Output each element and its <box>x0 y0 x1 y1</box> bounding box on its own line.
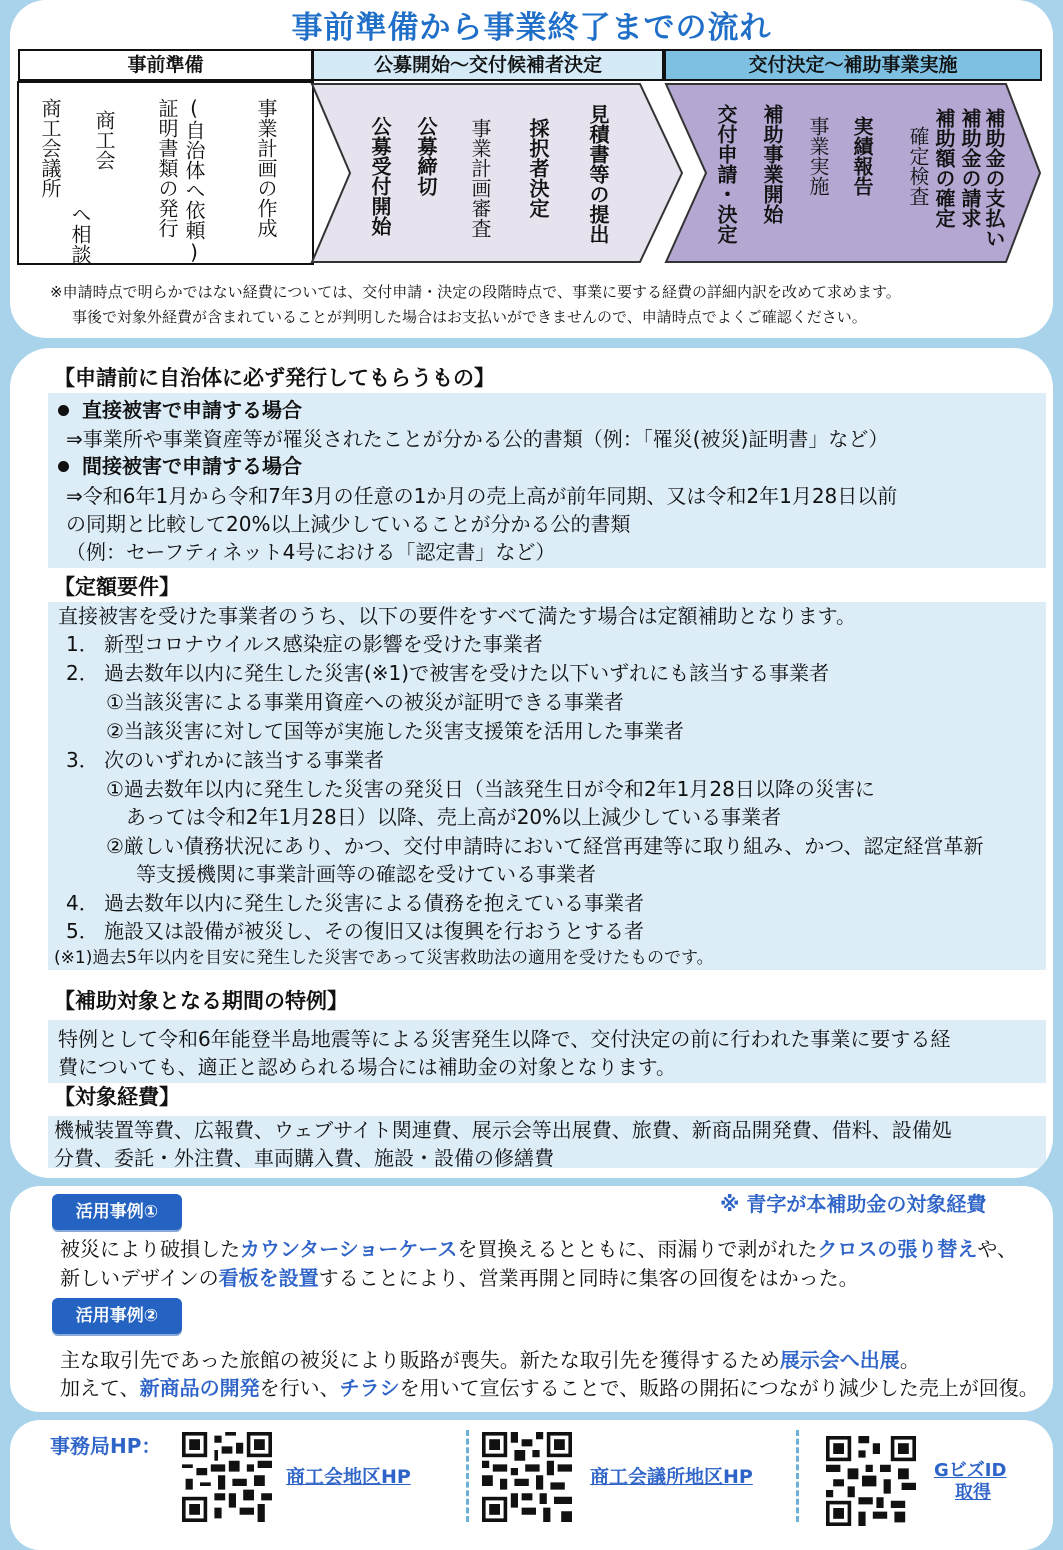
case-2-line-1 <box>60 1346 920 1374</box>
prep-col-plan: 事業計画の作成 <box>254 98 278 238</box>
public-col-1: 公募受付開始 <box>368 116 392 236</box>
fixed-num-3: 3． <box>66 748 99 772</box>
phase-header-prep: 事前準備 <box>18 49 313 81</box>
footer-divider-1 <box>466 1430 469 1522</box>
direct-title: 直接被害で申請する場合 <box>82 398 302 422</box>
costs-line-1: 機械装置等費、広報費、ウェブサイト関連費、展示会等出展費、旅費、新商品開発費、借料、設備処 <box>54 1118 952 1142</box>
link-chamber-hp[interactable]: 商工会議所地区HP <box>590 1466 753 1488</box>
exec-col-6: 補助額の確定 <box>932 108 956 228</box>
bullet-direct <box>58 405 69 416</box>
fixed-item-3b-2: 等支援機関に事業計画等の確認を受けている事業者 <box>136 862 596 886</box>
case-1-text-f: 新しいデザインの <box>60 1266 219 1290</box>
fixed-item-2b: ②当該災害に対して国等が実施した災害支援策を活用した事業者 <box>106 719 684 743</box>
public-col-4: 採択者決定 <box>526 118 550 218</box>
fixed-footnote: (※1)過去5年以内を目安に発生した災害であって災害救助法の適用を受けたものです。 <box>54 948 714 968</box>
public-col-3: 事業計画審査 <box>468 118 492 238</box>
bullet-indirect <box>58 461 69 472</box>
case-2-highlight-product: 新商品の開発 <box>139 1376 260 1400</box>
fixed-item-2: 過去数年以内に発生した災害(※1)で被害を受けた以下いずれにも該当する事業者 <box>104 661 830 685</box>
qr-code-gbizid[interactable] <box>826 1436 916 1526</box>
fixed-item-3b-1: ②厳しい債務状況にあり、かつ、交付申請時において経営再建等に取り組み、かつ、認定経営革新 <box>106 834 984 858</box>
exec-col-8: 補助金の支払い <box>982 108 1006 248</box>
indirect-line-3: （例：セーフティネット4号における「認定書」など） <box>66 540 556 564</box>
exec-col-5: 確定検査 <box>906 126 930 206</box>
fixed-item-3a-1: ①過去数年以内に発生した災害の発災日（当該発生日が令和2年1月28日以降の災害に <box>106 777 875 801</box>
prep-col-association: 商工会 <box>92 110 116 170</box>
case-1-line-1 <box>60 1235 1017 1263</box>
fixed-item-4: 過去数年以内に発生した災害による債務を抱えている事業者 <box>104 891 644 915</box>
qr-code-chamber[interactable] <box>482 1432 572 1522</box>
case-2-highlight-exhibit: 展示会へ出展 <box>779 1348 900 1372</box>
case-1-label: 活用事例① <box>52 1194 182 1230</box>
case-1-highlight-cloth: クロスの張り替え <box>817 1237 978 1261</box>
indirect-line-2: の同期と比較して20%以上減少していることが分かる公的書類 <box>66 512 631 536</box>
fixed-item-5: 施設又は設備が被災し、その復旧又は復興を行おうとする者 <box>104 919 644 943</box>
exec-col-1: 交付申請・決定 <box>714 104 738 244</box>
period-line-2: 費についても、適正と認められる場合には補助金の対象となります。 <box>58 1055 676 1079</box>
link-gbizid-line-1[interactable]: GビズID <box>934 1460 1007 1481</box>
fixed-num-5: 5． <box>66 919 99 943</box>
period-heading: 【補助対象となる期間の特例】 <box>54 989 348 1013</box>
phase-header-public: 公募開始～交付候補者決定 <box>312 49 664 81</box>
case-2-text-d: 加えて、 <box>60 1376 140 1400</box>
case-2-highlight-flyer: チラシ <box>339 1376 400 1400</box>
period-line-1: 特例として令和6年能登半島地震等による災害発生以降で、交付決定の前に行われた事業に要する経 <box>58 1027 951 1051</box>
issue-heading: 【申請前に自治体に必ず発行してもらうもの】 <box>54 366 495 390</box>
fixed-num-2: 2． <box>66 661 99 685</box>
case-1-line-2 <box>60 1264 859 1292</box>
fixed-item-3: 次のいずれかに該当する事業者 <box>104 748 384 772</box>
flow-title: 事前準備から事業終了までの流れ <box>291 10 772 46</box>
exec-col-3: 事業実施 <box>806 116 830 196</box>
prep-col-issue: 証明書類の発行 <box>155 98 179 238</box>
case-2-label: 活用事例② <box>52 1298 182 1334</box>
fixed-intro: 直接被害を受けた事業者のうち、以下の要件をすべて満たす場合は定額補助となります。 <box>58 604 856 628</box>
case-2-text-a: 主な取引先であった旅館の被災により販路が喪失。新たな取引先を獲得するため <box>60 1348 780 1372</box>
prep-col-consult: へ相談 <box>68 204 92 264</box>
case-2-line-2 <box>60 1374 1039 1402</box>
fixed-item-3a-2: あっては令和2年1月28日）以降、売上高が20%以上減少している事業者 <box>126 805 782 829</box>
flow-note-1: ※申請時点で明らかではない経費については、交付申請・決定の段階時点で、事業に要する経費の詳細内訳を改めて求めます。 <box>50 283 901 301</box>
fixed-heading: 【定額要件】 <box>54 575 180 599</box>
case-1-text-e: や、 <box>977 1237 1018 1261</box>
case-1-text-a: 被災により破損した <box>60 1237 240 1261</box>
fixed-num-4: 4． <box>66 891 99 915</box>
indirect-line-1: ⇒令和6年1月から令和7年3月の任意の1か月の売上高が前年同期、又は令和2年1月28日以前 <box>66 484 898 508</box>
flow-note-2: 事後で対象外経費が含まれていることが判明した場合はお支払いができませんので、申請時点でよくご確認ください。 <box>72 308 867 326</box>
case-2-text-c: 。 <box>899 1348 920 1372</box>
phase-header-exec: 交付決定～補助事業実施 <box>664 49 1042 81</box>
prep-col-request: (自治体へ依頼) <box>182 96 206 264</box>
case-1-highlight-showcase: カウンターショーケース <box>240 1237 458 1261</box>
cases-legend: ※ 青字が本補助金の対象経費 <box>720 1192 987 1216</box>
exec-col-7: 補助金の請求 <box>958 108 982 228</box>
public-col-2: 公募締切 <box>414 116 438 196</box>
prep-col-chamber: 商工会議所 <box>38 98 62 198</box>
case-1-highlight-sign: 看板を設置 <box>218 1266 319 1290</box>
exec-col-4: 実績報告 <box>850 116 874 196</box>
direct-text: ⇒事業所や事業資産等が罹災されたことが分かる公的書類（例：「罹災(被災)証明書」など） <box>66 427 889 451</box>
costs-heading: 【対象経費】 <box>54 1085 180 1109</box>
case-2-text-h: を用いて宣伝することで、販路の開拓につながり減少した売上が回復。 <box>399 1376 1039 1400</box>
flow-card <box>10 0 1053 338</box>
footer-divider-2 <box>796 1430 799 1522</box>
link-gbizid-line-2[interactable]: 取得 <box>955 1482 991 1503</box>
case-2-text-f: を行い、 <box>259 1376 340 1400</box>
link-association-hp[interactable]: 商工会地区HP <box>286 1466 411 1488</box>
fixed-num-1: 1． <box>66 632 99 656</box>
footer-label: 事務局HP： <box>50 1434 162 1458</box>
fixed-item-1: 新型コロナウイルス感染症の影響を受けた事業者 <box>104 632 543 656</box>
fixed-item-2a: ①当該災害による事業用資産への被災が証明できる事業者 <box>106 690 624 714</box>
public-col-5: 見積書等の提出 <box>586 104 610 244</box>
qr-code-association[interactable] <box>182 1432 272 1522</box>
exec-col-2: 補助事業開始 <box>760 104 784 224</box>
case-1-text-c: を買換えるとともに、雨漏りで剥がれた <box>457 1237 818 1261</box>
indirect-title: 間接被害で申請する場合 <box>82 454 302 478</box>
costs-line-2: 分費、委託・外注費、車両購入費、施設・設備の修繕費 <box>54 1146 554 1170</box>
case-1-text-h: することにより、営業再開と同時に集客の回復をはかった。 <box>318 1266 859 1290</box>
requirements-card <box>10 348 1053 1178</box>
